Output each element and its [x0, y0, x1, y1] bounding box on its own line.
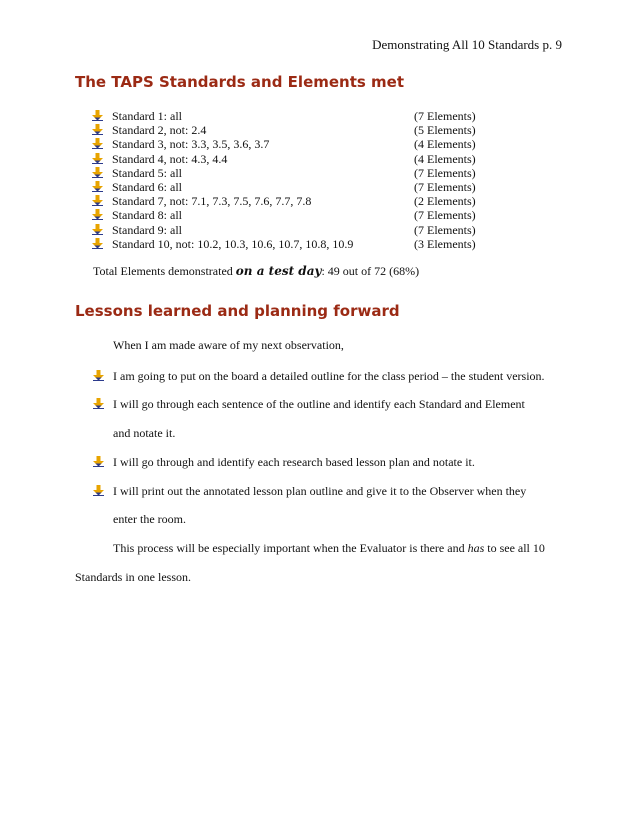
standard-element-count: (2 Elements) [414, 194, 476, 209]
lesson-bullet-text: I will go through each sentence of the outline and identify each Standard and Element [113, 397, 525, 411]
standard-element-count: (4 Elements) [414, 151, 476, 166]
standard-text: Standard 1: all [112, 109, 182, 123]
standard-element-count: (7 Elements) [414, 165, 476, 180]
standard-item [92, 137, 492, 151]
standard-item [92, 223, 492, 237]
arrow-down-bullet-icon [92, 124, 103, 135]
arrow-down-bullet-icon [93, 456, 104, 467]
standard-element-count: (7 Elements) [414, 208, 476, 223]
standard-text: Standard 9: all [112, 222, 182, 237]
total-elements-line [93, 264, 419, 279]
closing-italic: has [467, 541, 485, 555]
standard-item [92, 166, 492, 180]
closing-paragraph-line2: Standards in one lesson. [75, 570, 191, 584]
standard-item [92, 208, 492, 222]
arrow-down-bullet-icon [92, 224, 103, 235]
standard-element-count: (3 Elements) [414, 236, 476, 251]
standard-text: Standard 6: all [112, 179, 182, 194]
total-prefix: Total Elements demonstrated [93, 264, 236, 278]
standard-item [92, 109, 492, 123]
total-emphasis: on a test day [235, 264, 322, 278]
lesson-bullet-text: I will print out the annotated lesson plan outline and give it to the Observer when they [113, 484, 527, 498]
arrow-down-bullet-icon [93, 398, 104, 409]
arrow-down-bullet-icon [92, 153, 103, 164]
standard-text: Standard 4, not: 4.3, 4.4 [112, 151, 228, 166]
running-head: Demonstrating All 10 Standards p. 9 [372, 37, 562, 52]
closing-text-end: to see all 10 [484, 541, 545, 555]
standard-item [92, 152, 492, 166]
standard-element-count: (7 Elements) [414, 109, 476, 123]
arrow-down-bullet-icon [92, 195, 103, 206]
section-heading-taps: The TAPS Standards and Elements met [75, 73, 405, 91]
lesson-bullet-continuation: enter the room. [113, 512, 186, 526]
arrow-down-bullet-icon [92, 238, 103, 249]
arrow-down-bullet-icon [92, 167, 103, 178]
standard-item [92, 123, 492, 137]
standard-text: Standard 2, not: 2.4 [112, 123, 207, 138]
closing-text: This process will be especially important when the Evaluator is there and [113, 541, 468, 555]
closing-paragraph [113, 541, 545, 556]
standard-text: Standard 8: all [112, 208, 182, 223]
arrow-down-bullet-icon [92, 110, 103, 121]
standard-text: Standard 3, not: 3.3, 3.5, 3.6, 3.7 [112, 137, 270, 152]
total-suffix: : 49 out of 72 (68%) [321, 264, 420, 278]
standard-text: Standard 10, not: 10.2, 10.3, 10.6, 10.7, 10.8, 10.9 [112, 236, 354, 251]
arrow-down-bullet-icon [93, 485, 104, 496]
arrow-down-bullet-icon [92, 209, 103, 220]
standards-list [92, 109, 492, 251]
lesson-bullet-text: I will go through and identify each research based lesson plan and notate it. [113, 455, 475, 469]
arrow-down-bullet-icon [92, 181, 103, 192]
standard-element-count: (7 Elements) [414, 179, 476, 194]
section-heading-lessons: Lessons learned and planning forward [75, 302, 400, 320]
arrow-down-bullet-icon [93, 370, 104, 381]
standard-element-count: (7 Elements) [414, 222, 476, 237]
standard-element-count: (5 Elements) [414, 123, 476, 138]
lessons-intro: When I am made aware of my next observation, [113, 338, 344, 352]
standard-text: Standard 7, not: 7.1, 7.3, 7.5, 7.6, 7.7, 7.8 [112, 194, 312, 209]
standard-item [92, 194, 492, 208]
standard-item [92, 180, 492, 194]
arrow-down-bullet-icon [92, 138, 103, 149]
standard-text: Standard 5: all [112, 165, 182, 180]
lesson-bullet-text: I am going to put on the board a detailed outline for the class period – the student version. [113, 369, 545, 383]
standard-element-count: (4 Elements) [414, 137, 476, 152]
lesson-bullet-continuation: and notate it. [113, 426, 176, 440]
standard-item [92, 237, 492, 251]
